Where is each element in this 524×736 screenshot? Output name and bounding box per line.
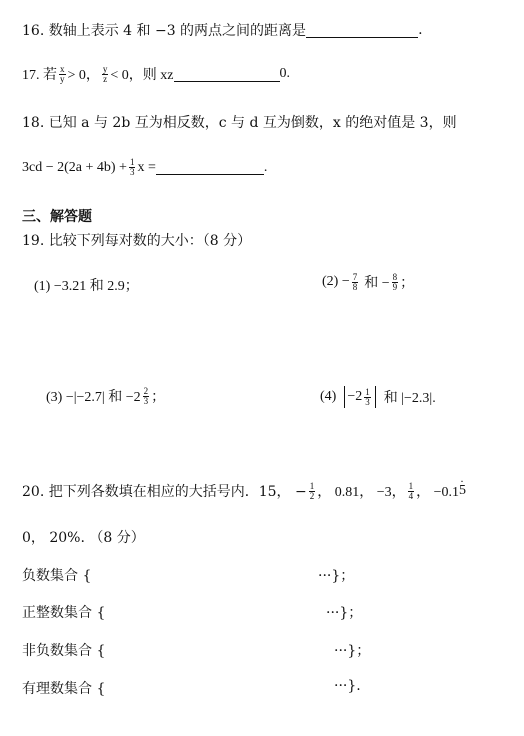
question-16 [22,20,423,40]
q17-frac2-num: y [102,63,108,74]
q19-p4-n: 1 [365,386,370,397]
q19-p2-label: (2) − [322,274,350,289]
q19-p4-mid: 和 |−2.3|. [383,391,436,406]
q20-end-a: ， −0.1 [416,485,460,500]
q19-p4-label: (4) [320,389,337,404]
q18-expr-right: x = [137,159,156,175]
set-end: ···}； [318,568,355,584]
set-label: 非负数集合 { [22,643,106,659]
q20-half-n: 1 [309,480,315,491]
q19-p3-label: (3) −|−2.7| 和 −2 [46,390,141,405]
q20-prefix: 20. 把下列各数填在相应的大括号内．15， − [22,484,307,500]
q19-p2-n2: 8 [392,271,398,282]
q16-answer-blank [306,23,418,38]
q19-p3-n: 2 [143,385,149,396]
q19-p2-d1: 8 [352,281,358,292]
abs-bar-left [344,386,345,408]
q19-p2-mid: 和 − [364,276,390,291]
q19-part-2 [322,272,414,292]
question-20-line2 [22,527,145,547]
q17-suffix: 0. [279,66,291,81]
q18-expr-left: 3cd − 2(2a + 4b) + [22,159,127,175]
q17-fraction-y-over-z [102,65,109,84]
section-title [22,206,92,226]
q17-text: 17. 若 [22,68,57,83]
q20-end-b: · 5 [459,483,466,499]
set-negative [22,565,91,585]
set-end: ···}； [334,643,371,659]
abs-bar-right [375,386,376,408]
q20-mid: ， 0.81， −3， [317,485,406,500]
q19-p3-end: ； [151,390,166,405]
q20-frac-quarter [408,482,415,501]
set-rational-end [334,678,361,694]
set-label: 负数集合 { [22,568,92,584]
q18-frac-den: 3 [129,167,135,177]
q19-part-4 [320,386,436,408]
q18-frac-num: 1 [129,157,135,167]
q16-text: 16. 数轴上表示 4 和 −3 的两点之间的距离是 [22,23,307,39]
set-positive-integer-end [326,602,362,622]
set-non-negative [22,640,105,660]
q17-frac2-den: z [103,73,108,84]
set-non-negative-end [334,640,370,660]
q19-part-1 [34,275,139,295]
q20-line2: 0， 20%. （8 分） [22,530,145,546]
q19-title: 19. 比较下列每对数的大小：（8 分） [22,233,252,249]
q19-p4-d: 3 [365,396,370,407]
q19-p2-frac2 [392,273,399,292]
q19-p3-frac [143,387,150,406]
q20-half-d: 2 [309,490,315,501]
q19-p2-d2: 9 [392,281,398,292]
q17-answer-blank [174,67,280,82]
q19-p4-whole: −2 [347,389,363,404]
q17-lt0: < 0，则 xz [110,68,174,83]
question-19-title [22,230,251,250]
question-18 [22,112,457,132]
set-rational [22,678,105,698]
question-17 [22,64,290,84]
set-end: ···}. [334,678,361,694]
set-label: 有理数集合 { [22,681,106,697]
question-20 [22,481,466,501]
q16-suffix: . [418,22,423,38]
q19-p4-frac [364,388,371,407]
q18-fraction-one-third [129,158,136,177]
q19-p2-n1: 7 [352,271,358,282]
set-positive-integer [22,602,105,622]
q19-p2-frac1 [352,273,359,292]
q20-quarter-d: 4 [408,490,414,501]
q20-quarter-n: 1 [408,480,414,491]
set-end: ···}； [326,605,363,621]
q19-p1-text: (1) −3.21 和 2.9； [34,279,139,294]
q18-line1: 18. 已知 a 与 2b 互为相反数，c 与 d 互为倒数，x 的绝对值是 3，则 [22,115,457,131]
q19-p2-end: ； [400,276,415,291]
q19-p3-d: 3 [143,395,149,406]
question-18-expression [22,158,267,177]
q17-gt0: > 0， [67,68,100,83]
set-negative-end [318,565,354,585]
q17-frac1-den: y [60,73,65,84]
set-label: 正整数集合 { [22,605,106,621]
q17-frac1-num: x [60,63,65,74]
q19-part-3 [46,386,165,406]
q17-fraction-x-over-y [59,65,66,84]
q20-frac-half [309,482,316,501]
q18-suffix: . [263,159,268,175]
q18-answer-blank [156,160,264,175]
section3-title: 三、解答题 [22,209,92,225]
